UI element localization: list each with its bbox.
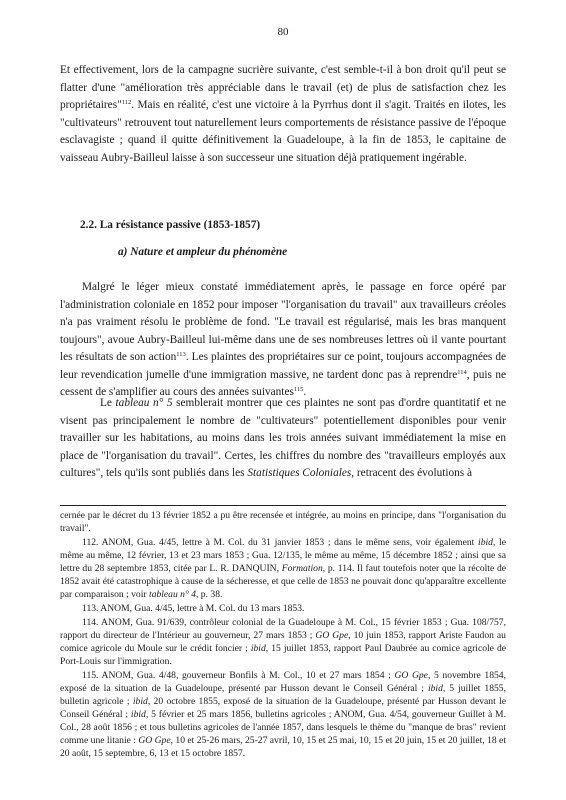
fn112-text-2: , le même au même, 12 février, 13 et 23 mars 1853 ; Gua. 12/135, le même au même, 15 décembre 1852 ; ainsi que sa lettre du 28 septembre 1853, citée par L. R. DANQUIN, — [60, 537, 506, 574]
section-heading: 2.2. La résistance passive (1853-1857) — [80, 219, 261, 231]
p2-text-4: . — [303, 386, 307, 398]
footnotes — [60, 509, 506, 761]
footnote-ref-115[interactable]: 115 — [293, 386, 304, 393]
fn112-text-1: 112. ANOM, Gua. 4/45, lettre à M. Col. du 31 janvier 1853 ; dans le même sens, voir également — [82, 537, 479, 548]
fn114-text-2: , 10 juin 1853, rapport Ariste Faudon au comice agricole du Moule sur le crédit foncier ; — [60, 630, 506, 654]
p2-text-1: Malgré le léger mieux constaté immédiatement après, le passage en force opéré par l'administration coloniale en 1852 pour imposer "l'organisation du travail" aux travailleurs créoles n'a pas vraiment résolu le problème de fond. "Le travail est régularisé, mais les bras manquent toujours", avoue Aubry-Bailleul lui-même dans une de ses nombreuses lettres où il vante pourtant les résultats de son action — [60, 281, 506, 363]
footnote-divider — [60, 505, 506, 506]
p1-text-2: . Mais en réalité, c'est une victoire à la Pyrrhus dont il s'agit. Traités en ilotes, les "cultivateurs" retrouvent tout naturellement leurs comportements de résistance passive de l'époque esclavagiste ; quand il quitte définitivement la Guadeloupe, à la fin de 1853, le capitaine de vaisseau Aubry-Bailleul laisse à son successeur une situation déjà pratiquement ingérable. — [60, 99, 506, 164]
footnote-112 — [60, 536, 506, 601]
subsection-heading: a) Nature et ampleur du phénomène — [118, 246, 288, 258]
fn115-text-5: , 5 février et 25 mars 1856, bulletins agricoles ; ANOM, Gua. 4/54, gouverneur Guillet à M. Col., 28 août 1856 ; et tous bulletins agricoles de l'année 1857, dans lesquels le thème du "manque de bras" revient comme une litanie : — [60, 709, 506, 746]
fn112-italic-3: tableau n° 4 — [148, 589, 196, 600]
footnote-114 — [60, 616, 506, 668]
footnote-ref-114[interactable]: 114 — [457, 368, 467, 376]
p3-text-3: , retracent des évolutions à — [351, 467, 473, 479]
fn115-italic-3: ibid — [132, 696, 148, 707]
fn112-text-3: , p. 114. Il faut toutefois noter que la récolte de 1852 avait été catastrophique à cause de la sécheresse, et que celle de 1853 ne pouvait donc qu'apparaître excellente par comparaison ; voir — [60, 563, 507, 600]
p2-text-2: . Les plaintes des propriétaires sur ce point, toujours accompagnées de leur revendication jumelle d'une immigration massive, ne tardent donc pas à reprendre — [60, 351, 506, 381]
page-number: 80 — [277, 26, 289, 38]
fn115-text-2: , 5 novembre 1854, exposé de la situation de la Guadeloupe, présenté par Husson devant le Conseil Général ; — [60, 670, 506, 694]
fn112-italic-2: Formation — [281, 563, 323, 574]
fn115-italic-2: ibid — [427, 683, 443, 694]
fn115-text-3: , 5 juillet 1855, bulletin agricole ; — [60, 683, 506, 707]
p3-text-2: semblerait montrer que ces plaintes ne sont pas d'ordre quantitatif et ne visent pas principalement le nombre de "cultivateurs" potentiellement disponibles pour venir travailler sur les habitations, au moins dans les trois années suivant immédiatement la mise en place de "l'organisation du travail". Certes, les chiffres du nombre des "travailleurs employés aux cultures", tels qu'ils sont publiés dans les — [60, 397, 506, 479]
p3-text-1: Le — [100, 397, 116, 409]
fn114-italic-1: GO Gpe — [315, 630, 349, 641]
p1-text-1: Et effectivement, lors de la campagne sucrière suivante, c'est semble-t-il à bon droit qu'il peut se flatter d'une "amélioration très appréciable dans le travail (et) de plus de satisfaction chez les propriétaires" — [60, 64, 506, 111]
fn115-text-4: , 20 octobre 1855, exposé de la situation de la Guadeloupe, présenté par Husson devant le Conseil Général ; — [60, 696, 506, 720]
fn115-italic-1: GO Gpe — [394, 670, 428, 681]
paragraph-2 — [60, 279, 506, 402]
p2-text-3: , puis ne cessent de s'amplifier au cours des années suivantes — [60, 368, 506, 398]
p3-italic-statistiques: Statistiques Coloniales — [247, 467, 352, 479]
fn114-text-3: , 15 juillet 1853, rapport Paul Daubrée au comice agricole de Port-Louis sur l'immigration. — [60, 643, 507, 667]
footnote-115 — [60, 669, 506, 760]
fn114-text-1: 114. ANOM, Gua. 91/639, contrôleur colonial de la Guadeloupe à M. Col., 15 février 1853 ; Gua. 108/757, rapport du directeur de l'Intérieur au gouverneur, 27 mars 1853 ; — [60, 617, 506, 641]
fn115-text-1: 115. ANOM, Gua. 4/48, gouverneur Bonfils à M. Col., 10 et 27 mars 1854 ; — [82, 670, 395, 681]
footnote-113: 113. ANOM, Gua. 4/45, lettre à M. Col. du 13 mars 1853. — [82, 603, 305, 614]
fn115-italic-5: GO Gpe — [138, 735, 171, 746]
fn112-text-4: , p. 38. — [196, 589, 223, 600]
footnote-ref-113[interactable]: 113 — [176, 351, 186, 358]
paragraph-1 — [60, 62, 506, 167]
p3-italic-table-ref: tableau n° 5 — [115, 397, 173, 409]
footnote-ref-112[interactable]: 112 — [121, 99, 132, 106]
footnote-continuation: cernée par le décret du 13 février 1852 a pu être recensée et intégrée, au moins en principe, dans "l'organisation du travail". — [60, 510, 506, 534]
fn115-text-6: , 10 et 25-26 mars, 25-27 avril, 10, 15 et 25 mai, 10, 15 et 20 juin, 15 et 20 juillet, 18 et 20 août, 15 septembre, 6, 13 et 15 octobre 1857. — [60, 735, 506, 759]
paragraph-3 — [60, 395, 506, 483]
fn112-italic-1: ibid — [478, 537, 493, 548]
fn114-italic-2: ibid — [250, 643, 266, 654]
fn115-italic-4: ibid — [130, 709, 146, 720]
